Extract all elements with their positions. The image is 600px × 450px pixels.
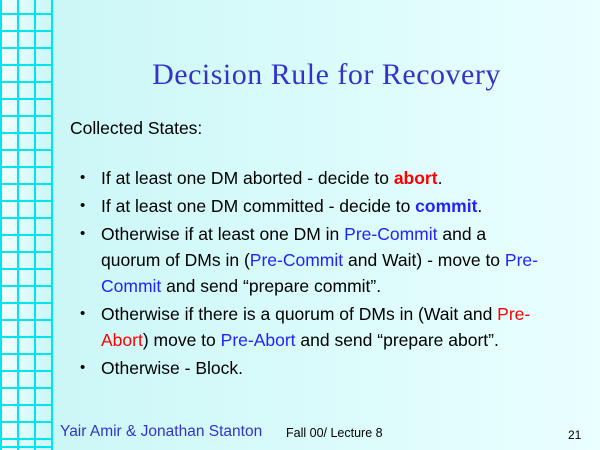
collected-states-label: Collected States: (70, 118, 203, 138)
bullet-text: and send “prepare commit”. (161, 276, 382, 296)
bullet-text: . (477, 196, 483, 216)
bullet-icon: • (80, 225, 86, 242)
bullet-icon: • (80, 197, 86, 214)
bullet-text: . (437, 168, 443, 188)
emphasis-text: Pre-Commit (249, 250, 344, 270)
footer-course-label: Fall 00/ Lecture 8 (286, 426, 383, 440)
bullet-text: and Wait) - move to (343, 250, 505, 270)
emphasis-text: commit (415, 196, 478, 216)
bullet-text: Otherwise if at least one DM in (101, 224, 345, 244)
bullet-icon: • (80, 359, 86, 376)
bullet-text: Otherwise - Block. (101, 358, 243, 378)
bullet-item (80, 165, 546, 191)
emphasis-text: Pre-Commit (344, 224, 438, 244)
emphasis-text: abort (393, 168, 438, 188)
bullet-text: If at least one DM aborted - decide to (101, 168, 394, 188)
footer-authors: Yair Amir & Jonathan Stanton (60, 423, 263, 440)
bullet-icon: • (80, 169, 86, 186)
bullet-item (80, 355, 546, 381)
graph-paper-decoration (0, 0, 53, 450)
bullet-item (80, 193, 546, 219)
bullet-list (80, 165, 546, 383)
slide-title: Decision Rule for Recovery (152, 58, 501, 91)
bullet-text: and send “prepare abort”. (295, 330, 499, 350)
emphasis-text: Pre-Abort (220, 330, 296, 350)
page-number: 21 (568, 428, 582, 442)
bullet-text: Otherwise if there is a quorum of DMs in (Wait and (101, 304, 498, 324)
emphasis-text: Pre-Abort (101, 304, 531, 350)
bullet-icon: • (80, 305, 86, 322)
bullet-item (80, 221, 546, 299)
bullet-text: If at least one DM committed - decide to (101, 196, 416, 216)
bullet-item (80, 301, 546, 353)
bullet-text: and a quorum of DMs in ( (101, 224, 487, 270)
bullet-text: ) move to (142, 330, 221, 350)
emphasis-text: Pre-Commit (101, 250, 538, 296)
